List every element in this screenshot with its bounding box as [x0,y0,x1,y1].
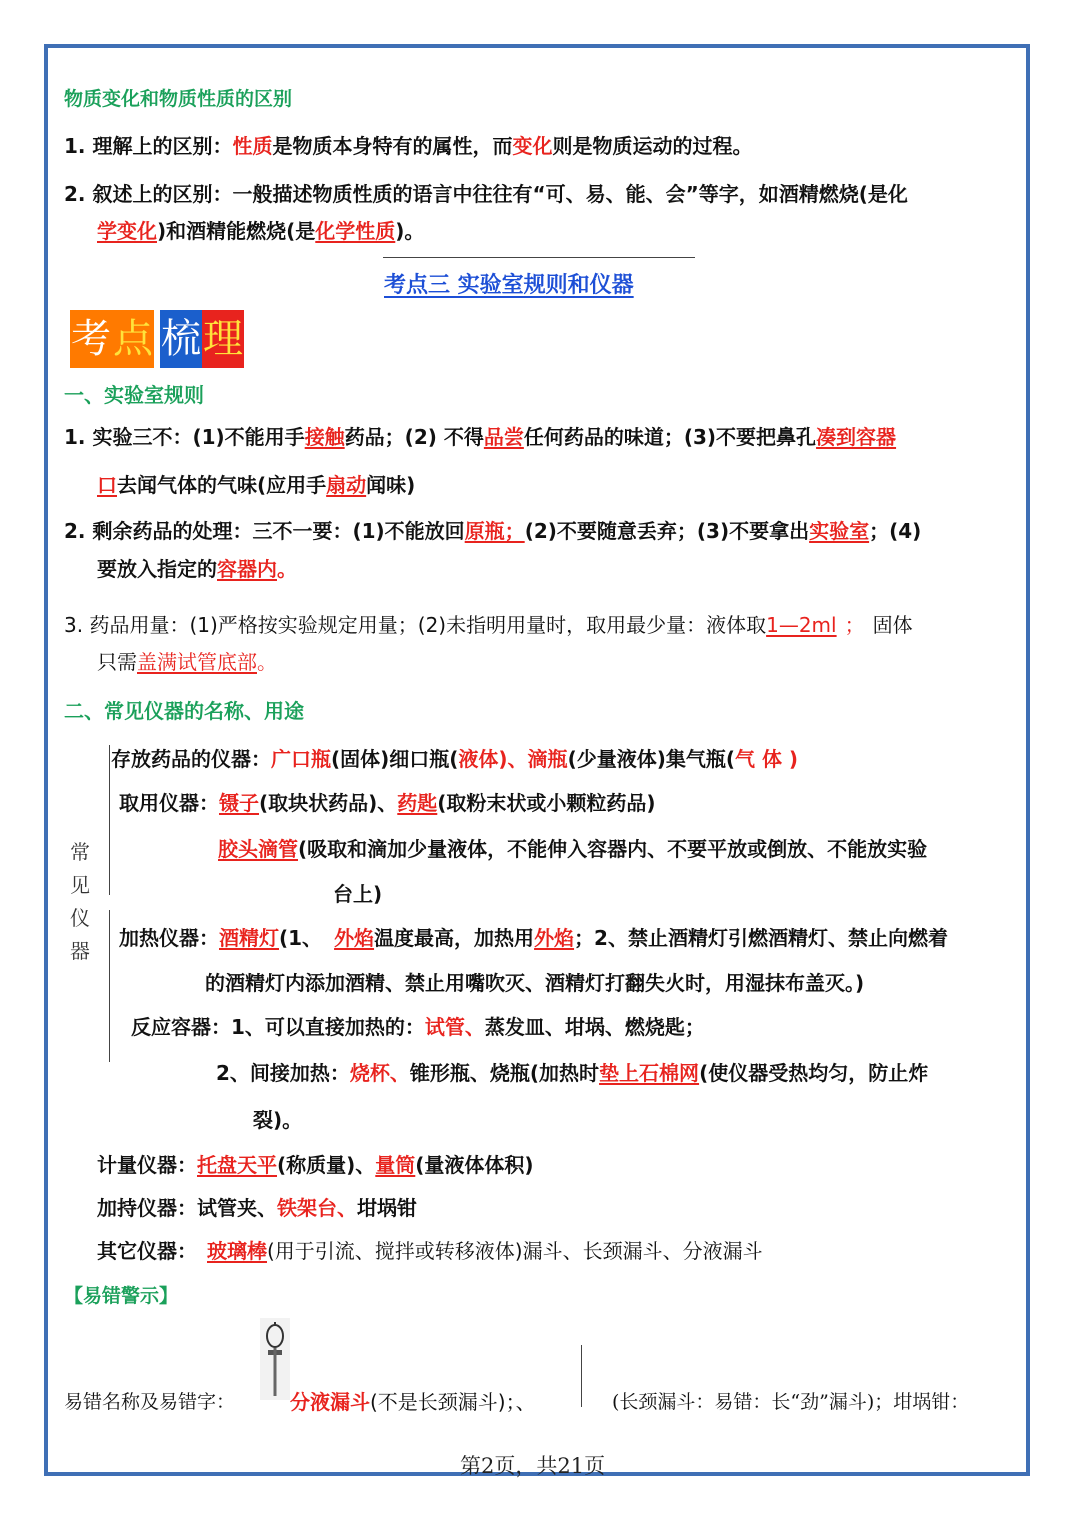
section-heading: 考点三 实验室规则和仪器 [384,273,634,298]
page-number: 第2页，共21页 [460,1454,606,1478]
bracket-line-lower [109,910,110,1062]
section-title-distinction: 物质变化和物质性质的区别 [64,88,293,110]
clamp-instruments: 加持仪器：试管夹、铁架台、坩埚钳 [97,1196,417,1220]
bracket-line-upper [109,745,110,895]
badge-char-2: 点 [112,310,154,368]
distinction-item-1: 1. 理解上的区别：性质是物质本身特有的属性，而变化则是物质运动的过程。 [64,134,753,158]
warning-line: 易错名称及易错字： [64,1391,236,1413]
rule-3-line2: 只需盖满试管底部。 [97,650,277,674]
rule-1-line2: 口去闻气体的气味(应用手扇动闻味) [97,473,416,497]
warning-long-funnel: (长颈漏斗：易错：长“劲”漏斗)；坩埚钳： [612,1391,970,1413]
part2-title: 二、常见仪器的名称、用途 [64,699,304,723]
heating-line1: 加热仪器：酒精灯(1、 外焰温度最高，加热用外焰；2、禁止酒精灯引燃酒精灯、禁止向燃着 [119,926,948,950]
reaction-direct: 反应容器：1、可以直接加热的：试管、蒸发皿、坩埚、燃烧匙； [131,1015,705,1039]
rule-2-line2: 要放入指定的容器内。 [97,557,297,581]
warning-title: 【易错警示】 [64,1285,179,1307]
fetch-instruments: 取用仪器：镊子(取块状药品)、药匙(取粉末状或小颗粒药品) [119,791,656,815]
badge-char-4: 理 [202,310,244,368]
distinction-item-2-line2: 学变化)和酒精能燃烧(是化学性质)。 [97,219,425,243]
heating-line2: 的酒精灯内添加酒精、禁止用嘴吹灭、酒精灯打翻失火时，用湿抹布盖灭。) [205,971,865,995]
rule-1-line1: 1. 实验三不：(1)不能用手接触药品；(2) 不得品尝任何药品的味道；(3)不要把鼻孔凑到容器 [64,425,897,449]
dropper-line1: 胶头滴管(吸取和滴加少量液体，不能伸入容器内、不要平放或倒放、不能放实验 [218,837,928,861]
measure-instruments: 计量仪器：托盘天平(称质量)、量筒(量液体体积) [97,1153,534,1177]
reaction-indirect-line1: 2、间接加热：烧杯、锥形瓶、烧瓶(加热时垫上石棉网(使仪器受热均匀，防止炸 [216,1061,929,1085]
reaction-indirect-line2: 裂)。 [253,1108,303,1132]
side-label-common-instruments: 常 见 仪 器 [70,840,90,963]
rule-3-line1: 3. 药品用量：(1)严格按实验规定用量；(2)未指明用量时，取用最少量：液体取1—2ml ； 固体 [64,613,913,637]
long-funnel-icon [581,1345,582,1407]
warning-separatory-funnel: 分液漏斗(不是长颈漏斗)；、 [290,1390,536,1414]
badge-char-1: 考 [70,310,112,368]
storage-instruments: 存放药品的仪器：广口瓶(固体)细口瓶(液体)、滴瓶(少量液体)集气瓶(气 体 ) [111,747,799,771]
badge-char-3: 梳 [160,310,202,368]
dropper-line2: 台上) [333,882,383,906]
other-instruments: 其它仪器： 玻璃棒(用于引流、搅拌或转移液体)漏斗、长颈漏斗、分液漏斗 [97,1239,763,1263]
separatory-funnel-icon [260,1318,290,1400]
part1-title: 一、实验室规则 [64,383,204,407]
heading-rule [383,257,695,258]
distinction-item-2-line1: 2. 叙述上的区别：一般描述物质性质的语言中往往有“可、易、能、会”等字，如酒精燃烧(是化 [64,182,908,206]
rule-2-line1: 2. 剩余药品的处理：三不一要：(1)不能放回原瓶；(2)不要随意丢弃；(3)不要拿出实验室；(4) [64,519,922,543]
